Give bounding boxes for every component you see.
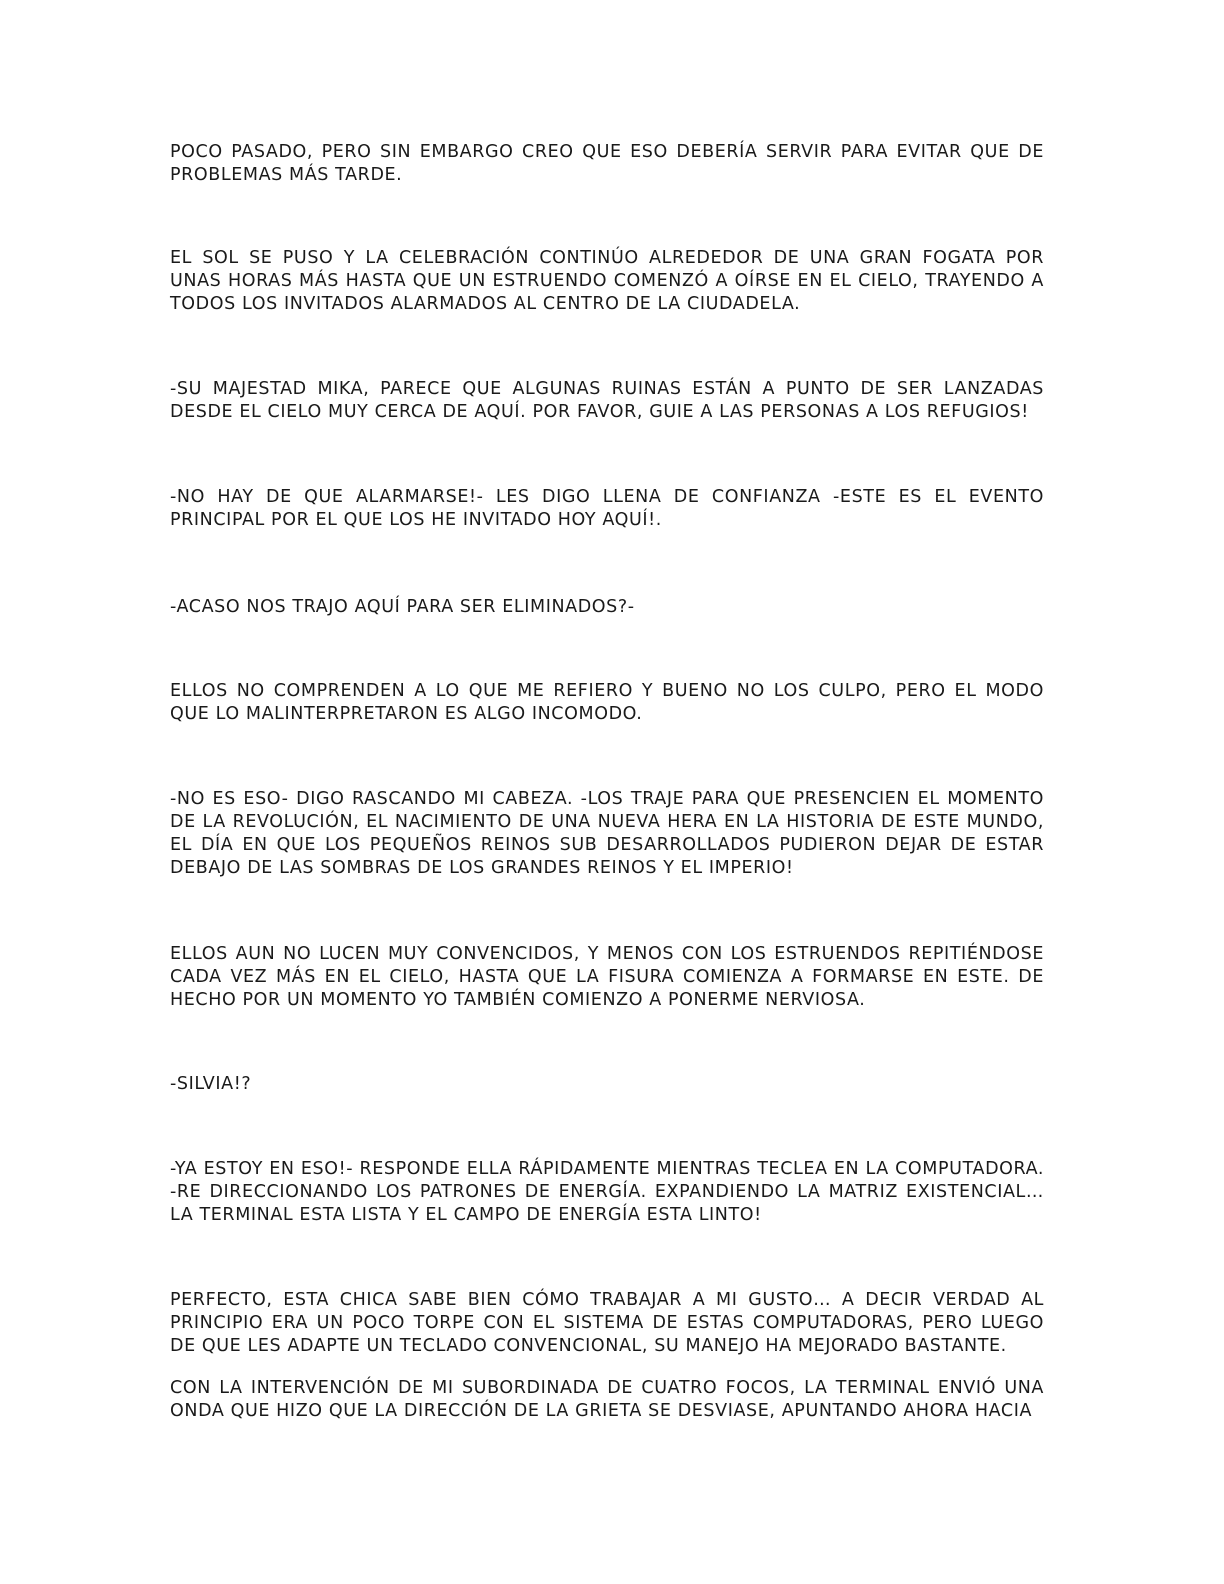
paragraph-10: -YA ESTOY EN ESO!- RESPONDE ELLA RÁPIDAMENTE MIENTRAS TECLEA EN LA COMPUTADORA. -RE DIRECCIONANDO LOS PATRONES DE ENERGÍA. EXPANDIENDO LA MATRIZ EXISTENCIAL… LA TERMINAL ESTA LISTA Y EL CAMPO DE ENERGÍA ESTA LINTO! [170, 1159, 1044, 1225]
paragraph-9: -SILVIA!? [170, 1074, 252, 1094]
paragraph-11: PERFECTO, ESTA CHICA SABE BIEN CÓMO TRABAJAR A MI GUSTO… A DECIR VERDAD AL PRINCIPIO ERA UN POCO TORPE CON EL SISTEMA DE ESTAS COMPUTADORAS, PERO LUEGO DE QUE LES ADAPTE UN TECLADO CONVENCIONAL, SU MANEJO HA MEJORADO BASTANTE. [170, 1290, 1044, 1356]
paragraph-7: -NO ES ESO- DIGO RASCANDO MI CABEZA. -LOS TRAJE PARA QUE PRESENCIEN EL MOMENTO DE LA REVOLUCIÓN, EL NACIMIENTO DE UNA NUEVA HERA EN LA HISTORIA DE ESTE MUNDO, EL DÍA EN QUE LOS PEQUEÑOS REINOS SUB DESARROLLADOS PUDIERON DEJAR DE ESTAR DEBAJO DE LAS SOMBRAS DE LOS GRANDES REINOS Y EL IMPERIO! [170, 789, 1044, 878]
paragraph-4: -NO HAY DE QUE ALARMARSE!- LES DIGO LLENA DE CONFIANZA -ESTE ES EL EVENTO PRINCIPAL POR EL QUE LOS HE INVITADO HOY AQUÍ!. [170, 487, 1044, 530]
paragraph-6: ELLOS NO COMPRENDEN A LO QUE ME REFIERO Y BUENO NO LOS CULPO, PERO EL MODO QUE LO MALINTERPRETARON ES ALGO INCOMODO. [170, 681, 1044, 724]
paragraph-3: -SU MAJESTAD MIKA, PARECE QUE ALGUNAS RUINAS ESTÁN A PUNTO DE SER LANZADAS DESDE EL CIELO MUY CERCA DE AQUÍ. POR FAVOR, GUIE A LAS PERSONAS A LOS REFUGIOS! [170, 379, 1044, 422]
paragraph-8: ELLOS AUN NO LUCEN MUY CONVENCIDOS, Y MENOS CON LOS ESTRUENDOS REPITIÉNDOSE CADA VEZ MÁS EN EL CIELO, HASTA QUE LA FISURA COMIENZA A FORMARSE EN ESTE. DE HECHO POR UN MOMENTO YO TAMBIÉN COMIENZO A PONERME NERVIOSA. [170, 944, 1044, 1010]
paragraph-12: CON LA INTERVENCIÓN DE MI SUBORDINADA DE CUATRO FOCOS, LA TERMINAL ENVIÓ UNA ONDA QUE HIZO QUE LA DIRECCIÓN DE LA GRIETA SE DESVIASE, APUNTANDO AHORA HACIA [170, 1378, 1044, 1421]
paragraph-5: -ACASO NOS TRAJO AQUÍ PARA SER ELIMINADOS?- [170, 597, 635, 617]
paragraph-2: EL SOL SE PUSO Y LA CELEBRACIÓN CONTINÚO ALREDEDOR DE UNA GRAN FOGATA POR UNAS HORAS MÁS HASTA QUE UN ESTRUENDO COMENZÓ A OÍRSE EN EL CIELO, TRAYENDO A TODOS LOS INVITADOS ALARMADOS AL CENTRO DE LA CIUDADELA. [170, 248, 1044, 314]
paragraph-1: POCO PASADO, PERO SIN EMBARGO CREO QUE ESO DEBERÍA SERVIR PARA EVITAR QUE DE PROBLEMAS MÁS TARDE. [170, 142, 1044, 185]
